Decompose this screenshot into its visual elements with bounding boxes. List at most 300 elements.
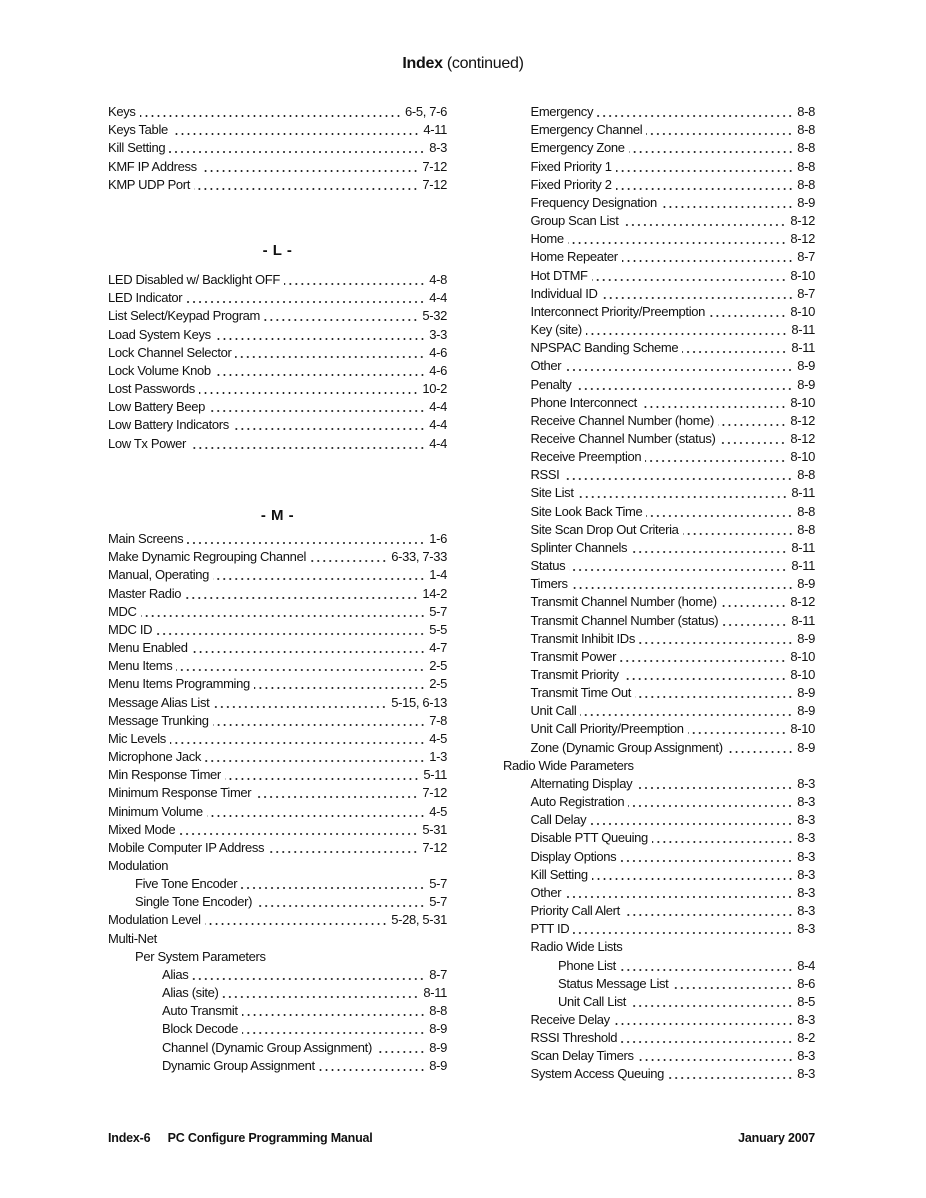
entry-page-ref: 8-8 <box>797 104 815 120</box>
entry-page-ref: 8-8 <box>797 122 815 138</box>
entry-page-ref: 8-7 <box>797 285 815 301</box>
entry-page-ref: 8-2 <box>797 1030 815 1046</box>
entry-page-ref: 8-9 <box>797 576 815 592</box>
dot-leader <box>602 288 794 300</box>
index-entry <box>108 362 447 380</box>
index-entry <box>108 584 447 602</box>
entry-label: List Select/Keypad Program <box>108 308 261 324</box>
footer-manual-title: PC Configure Programming Manual <box>167 1131 373 1145</box>
entry-page-ref: 14-2 <box>422 585 447 601</box>
index-list-l <box>108 271 447 453</box>
index-entry <box>503 775 815 793</box>
index-entry <box>108 802 447 820</box>
entry-label: Unit Call <box>530 703 577 719</box>
dot-leader <box>242 1023 425 1035</box>
index-entry <box>108 875 447 893</box>
entry-label: Low Battery Beep <box>108 399 206 415</box>
index-subheading <box>108 948 447 966</box>
dot-leader <box>575 379 793 391</box>
index-entry <box>108 380 447 398</box>
dot-leader <box>718 415 786 427</box>
entry-page-ref: 8-3 <box>797 830 815 846</box>
entry-page-ref: 4-4 <box>429 399 447 415</box>
index-entry <box>503 248 815 266</box>
entry-label: Phone List <box>558 957 616 973</box>
index-subheading <box>503 757 815 775</box>
entry-page-ref: 1-3 <box>429 749 447 765</box>
index-entry <box>503 684 815 702</box>
dot-leader <box>616 179 794 191</box>
dot-leader <box>176 660 425 672</box>
entry-page-ref: 8-6 <box>797 975 815 991</box>
entry-label: Receive Channel Number (status) <box>530 430 716 446</box>
dot-leader <box>170 733 425 745</box>
entry-page-ref: 8-10 <box>790 721 815 737</box>
dot-leader <box>569 560 787 572</box>
entry-label: Multi-Net <box>108 930 157 946</box>
dot-leader <box>620 960 793 972</box>
index-entry <box>108 839 447 857</box>
entry-label: Individual ID <box>530 285 598 301</box>
entry-label: Manual, Operating <box>108 567 210 583</box>
index-entry <box>503 430 815 448</box>
index-entry <box>503 1065 815 1083</box>
dot-leader <box>319 1060 426 1072</box>
dot-leader <box>284 274 425 286</box>
dot-leader <box>215 329 425 341</box>
dot-leader <box>140 106 401 118</box>
entry-page-ref: 4-5 <box>429 803 447 819</box>
entry-label: Status <box>530 558 566 574</box>
entry-label: Make Dynamic Regrouping Channel <box>108 549 306 565</box>
index-entry <box>503 829 815 847</box>
entry-label: Message Alias List <box>108 694 210 710</box>
dot-leader <box>187 533 425 545</box>
index-entry <box>503 176 815 194</box>
entry-page-ref: 8-8 <box>797 521 815 537</box>
entry-page-ref: 8-3 <box>797 903 815 919</box>
index-entry <box>108 966 447 984</box>
index-entry <box>503 920 815 938</box>
entry-page-ref: 5-28, 5-31 <box>391 912 447 928</box>
dot-leader <box>233 419 425 431</box>
entry-label: Penalty <box>530 376 572 392</box>
entry-page-ref: 8-3 <box>797 1066 815 1082</box>
index-entry <box>503 975 815 993</box>
index-entry <box>503 630 815 648</box>
entry-page-ref: 8-3 <box>797 775 815 791</box>
entry-page-ref: 8-9 <box>797 358 815 374</box>
index-entry <box>108 307 447 325</box>
entry-label: Load System Keys <box>108 326 211 342</box>
entry-label: Unit Call Priority/Preemption <box>530 721 684 737</box>
entry-label: Message Trunking <box>108 712 209 728</box>
index-entry <box>108 548 447 566</box>
entry-label: Call Delay <box>530 812 587 828</box>
entry-label: Mic Levels <box>108 730 166 746</box>
dot-leader <box>709 306 786 318</box>
entry-label: Block Decode <box>162 1021 239 1037</box>
index-entry <box>108 1002 447 1020</box>
entry-label: Auto Transmit <box>162 1003 238 1019</box>
entry-page-ref: 8-11 <box>791 322 815 338</box>
index-entry <box>503 266 815 284</box>
entry-label: Other <box>530 884 562 900</box>
index-entry <box>108 911 447 929</box>
entry-label: Transmit Channel Number (status) <box>530 612 719 628</box>
entry-page-ref: 8-3 <box>429 140 447 156</box>
dot-leader <box>242 1005 426 1017</box>
entry-page-ref: 8-5 <box>797 993 815 1009</box>
entry-label: Kill Setting <box>108 140 166 156</box>
index-entry <box>108 984 447 1002</box>
index-entry <box>503 847 815 865</box>
index-entry <box>108 766 447 784</box>
entry-page-ref: 4-8 <box>429 272 447 288</box>
entry-page-ref: 8-11 <box>791 485 815 501</box>
entry-label: Receive Preemption <box>530 449 642 465</box>
dot-leader <box>222 987 419 999</box>
index-entry <box>503 539 815 557</box>
index-entry <box>108 639 447 657</box>
entry-page-ref: 8-3 <box>797 848 815 864</box>
entry-label: Keys <box>108 104 136 120</box>
entry-page-ref: 8-7 <box>797 249 815 265</box>
entry-page-ref: 8-10 <box>790 267 815 283</box>
entry-label: KMP UDP Port <box>108 176 191 192</box>
dot-leader <box>264 310 418 322</box>
dot-leader <box>572 578 794 590</box>
entry-page-ref: 5-32 <box>422 308 447 324</box>
entry-label: Hot DTMF <box>530 267 588 283</box>
entry-page-ref: 5-15, 6-13 <box>391 694 447 710</box>
index-entry <box>503 285 815 303</box>
dot-leader <box>722 615 787 627</box>
entry-page-ref: 7-12 <box>422 176 447 192</box>
dot-leader <box>592 869 794 881</box>
entry-page-ref: 1-6 <box>429 531 447 547</box>
dot-leader <box>624 905 793 917</box>
entry-page-ref: 4-7 <box>429 640 447 656</box>
entry-page-ref: 10-2 <box>422 381 447 397</box>
entry-page-ref: 8-3 <box>797 921 815 937</box>
entry-label: Frequency Designation <box>530 194 657 210</box>
entry-page-ref: 8-8 <box>797 176 815 192</box>
dot-leader <box>192 642 426 654</box>
entry-page-ref: 4-4 <box>429 290 447 306</box>
entry-page-ref: 8-10 <box>790 667 815 682</box>
entry-label: Menu Items Programming <box>108 676 250 692</box>
entry-label: Transmit Priority <box>530 667 619 682</box>
index-entry <box>503 521 815 539</box>
entry-label: Channel (Dynamic Group Assignment) <box>162 1039 372 1055</box>
entry-label: MDC <box>108 603 137 619</box>
dot-leader <box>641 397 786 409</box>
index-entry <box>503 648 815 666</box>
entry-page-ref: 5-5 <box>429 621 447 637</box>
dot-leader <box>186 292 425 304</box>
entry-label: Emergency Channel <box>530 122 643 138</box>
dot-leader <box>172 124 419 136</box>
index-entry <box>108 712 447 730</box>
entry-page-ref: 8-3 <box>797 884 815 900</box>
entry-label: Home Repeater <box>530 249 618 265</box>
index-entry <box>108 121 447 139</box>
entry-label: LED Indicator <box>108 290 183 306</box>
index-entry <box>503 321 815 339</box>
dot-leader <box>719 433 786 445</box>
entry-label: PTT ID <box>530 921 570 937</box>
entry-label: Phone Interconnect <box>530 394 637 410</box>
entry-label: Keys Table <box>108 122 168 138</box>
entry-page-ref: 8-9 <box>797 376 815 392</box>
entry-label: Scan Delay Timers <box>530 1048 634 1064</box>
entry-page-ref: 8-3 <box>797 1011 815 1027</box>
index-entry <box>503 157 815 175</box>
index-entry <box>503 1029 815 1047</box>
entry-page-ref: 8-9 <box>797 685 815 701</box>
dot-leader <box>622 215 786 227</box>
dot-leader <box>205 751 425 763</box>
entry-label: Display Options <box>530 848 617 864</box>
entry-page-ref: 8-9 <box>797 739 815 755</box>
entry-page-ref: 8-3 <box>797 812 815 828</box>
dot-leader <box>672 978 793 990</box>
index-entry <box>503 666 815 684</box>
index-entry <box>503 993 815 1011</box>
entry-page-ref: 8-3 <box>797 794 815 810</box>
entry-page-ref: 4-5 <box>429 730 447 746</box>
dot-leader <box>156 624 425 636</box>
footer-page-number: Index-6 <box>108 1131 151 1145</box>
entry-label: Receive Delay <box>530 1011 610 1027</box>
index-subheading <box>108 929 447 947</box>
entry-label: Low Tx Power <box>108 435 186 451</box>
index-entry <box>108 176 447 194</box>
entry-page-ref: 5-7 <box>429 876 447 892</box>
entry-label: Site List <box>530 485 574 501</box>
entry-label: Fixed Priority 1 <box>530 158 612 174</box>
index-entry <box>503 1047 815 1065</box>
entry-page-ref: 8-4 <box>797 957 815 973</box>
entry-page-ref: 8-3 <box>797 866 815 882</box>
entry-label: Unit Call List <box>558 993 627 1009</box>
dot-leader <box>568 233 787 245</box>
index-list-k <box>108 103 447 194</box>
index-entry <box>503 793 815 811</box>
dot-leader <box>192 969 425 981</box>
entry-page-ref: 8-10 <box>790 648 815 664</box>
index-entry <box>108 821 447 839</box>
entry-label: Mobile Computer IP Address <box>108 839 265 855</box>
dot-leader <box>628 796 793 808</box>
entry-label: Master Radio <box>108 585 182 601</box>
index-entry <box>503 357 815 375</box>
dot-leader <box>573 923 793 935</box>
dot-leader <box>597 106 793 118</box>
index-entry <box>108 603 447 621</box>
index-entry <box>503 212 815 230</box>
index-entry <box>503 866 815 884</box>
index-entry <box>503 375 815 393</box>
entry-label: Lost Passwords <box>108 381 195 397</box>
index-entry <box>108 398 447 416</box>
entry-label: Menu Enabled <box>108 640 188 656</box>
entry-page-ref: 8-12 <box>790 213 815 229</box>
index-entry <box>503 139 815 157</box>
entry-label: Microphone Jack <box>108 749 202 765</box>
entry-label: Key (site) <box>530 322 582 338</box>
entry-label: Menu Items <box>108 658 173 674</box>
dot-leader <box>646 124 793 136</box>
entry-page-ref: 8-12 <box>790 430 815 446</box>
entry-page-ref: 8-9 <box>429 1057 447 1073</box>
entry-label: Single Tone Encoder) <box>135 894 253 910</box>
entry-label: Alias (site) <box>162 985 219 1001</box>
entry-page-ref: 5-11 <box>423 767 447 783</box>
entry-page-ref: 8-9 <box>429 1039 447 1055</box>
dot-leader <box>565 360 793 372</box>
dot-leader <box>169 142 425 154</box>
dot-leader <box>630 996 793 1008</box>
index-entry <box>108 748 447 766</box>
entry-label: Modulation <box>108 857 169 873</box>
dot-leader <box>207 806 425 818</box>
index-entry <box>503 557 815 575</box>
entry-label: Fixed Priority 2 <box>530 176 612 192</box>
entry-page-ref: 8-9 <box>797 703 815 719</box>
dot-leader <box>565 887 793 899</box>
entry-label: Main Screens <box>108 531 184 547</box>
entry-page-ref: 8-9 <box>797 630 815 646</box>
entry-page-ref: 8-12 <box>790 594 815 610</box>
index-entry <box>108 621 447 639</box>
index-entry <box>503 702 815 720</box>
dot-leader <box>688 723 787 735</box>
index-entry <box>108 103 447 121</box>
entry-label: NPSPAC Banding Scheme <box>530 340 679 356</box>
entry-page-ref: 8-10 <box>790 303 815 319</box>
entry-label: Minimum Response Timer <box>108 785 252 801</box>
entry-page-ref: 8-9 <box>797 194 815 210</box>
entry-label: Home <box>530 231 564 247</box>
entry-page-ref: 7-12 <box>422 839 447 855</box>
entry-page-ref: 8-8 <box>429 1003 447 1019</box>
dot-leader <box>621 1032 793 1044</box>
entry-page-ref: 8-8 <box>797 158 815 174</box>
dot-leader <box>255 787 418 799</box>
dot-leader <box>199 383 419 395</box>
dot-leader <box>590 814 793 826</box>
dot-leader <box>235 347 425 359</box>
index-entry <box>108 434 447 452</box>
dot-leader <box>225 769 419 781</box>
entry-page-ref: 8-10 <box>790 394 815 410</box>
index-entry <box>503 593 815 611</box>
dot-leader <box>668 1068 793 1080</box>
index-entry <box>503 303 815 321</box>
dot-leader <box>179 824 418 836</box>
entry-page-ref: 5-7 <box>429 603 447 619</box>
entry-page-ref: 5-7 <box>429 894 447 910</box>
dot-leader <box>682 342 787 354</box>
index-subheading <box>503 938 815 956</box>
dot-leader <box>683 524 794 536</box>
entry-label: Mixed Mode <box>108 821 176 837</box>
dot-leader <box>185 588 418 600</box>
section-heading-m: - M - <box>260 507 295 524</box>
dot-leader <box>623 669 787 681</box>
dot-leader <box>578 487 788 499</box>
index-entry <box>108 325 447 343</box>
dot-leader <box>256 896 425 908</box>
index-entry <box>503 720 815 738</box>
entry-label: Transmit Inhibit IDs <box>530 630 635 646</box>
index-entry <box>108 157 447 175</box>
index-entry <box>503 738 815 756</box>
entry-label: Alias <box>162 966 189 982</box>
entry-label: Low Battery Indicators <box>108 417 229 433</box>
index-entry <box>503 956 815 974</box>
entry-label: Site Scan Drop Out Criteria <box>530 521 679 537</box>
dot-leader <box>614 1014 793 1026</box>
dot-leader <box>622 251 794 263</box>
dot-leader <box>254 678 425 690</box>
page-footer <box>108 1131 815 1145</box>
index-entry <box>108 730 447 748</box>
index-entry <box>503 194 815 212</box>
entry-label: RSSI Threshold <box>530 1030 618 1046</box>
index-entry <box>108 289 447 307</box>
entry-label: Auto Registration <box>530 794 625 810</box>
entry-label: Transmit Channel Number (home) <box>530 594 717 610</box>
entry-page-ref: 7-12 <box>422 158 447 174</box>
index-entry <box>503 902 815 920</box>
index-entry <box>108 784 447 802</box>
entry-label: KMF IP Address <box>108 158 197 174</box>
dot-leader <box>661 197 793 209</box>
entry-label: System Access Queuing <box>530 1066 665 1082</box>
entry-page-ref: 4-4 <box>429 435 447 451</box>
index-entry <box>503 1011 815 1029</box>
index-entry <box>108 693 447 711</box>
index-entry <box>503 448 815 466</box>
dot-leader <box>620 851 793 863</box>
dot-leader <box>194 179 418 191</box>
entry-label: Disable PTT Queuing <box>530 830 648 846</box>
dot-leader <box>727 742 794 754</box>
entry-page-ref: 4-4 <box>429 417 447 433</box>
index-entry <box>503 575 815 593</box>
index-entry <box>503 884 815 902</box>
index-entry <box>108 566 447 584</box>
index-subheading <box>108 857 447 875</box>
entry-page-ref: 8-11 <box>791 539 815 555</box>
dot-leader <box>645 451 786 463</box>
entry-page-ref: 8-11 <box>423 985 447 1001</box>
entry-page-ref: 6-5, 7-6 <box>404 104 447 120</box>
dot-leader <box>620 651 786 663</box>
dot-leader <box>213 697 387 709</box>
index-entry <box>108 1057 447 1075</box>
entry-label: MDC ID <box>108 621 153 637</box>
dot-leader <box>636 778 793 790</box>
entry-label: Timers <box>530 576 568 592</box>
entry-label: Five Tone Encoder <box>135 876 238 892</box>
dot-leader <box>268 842 418 854</box>
entry-page-ref: 8-8 <box>797 467 815 483</box>
entry-label: Status Message List <box>558 975 669 991</box>
